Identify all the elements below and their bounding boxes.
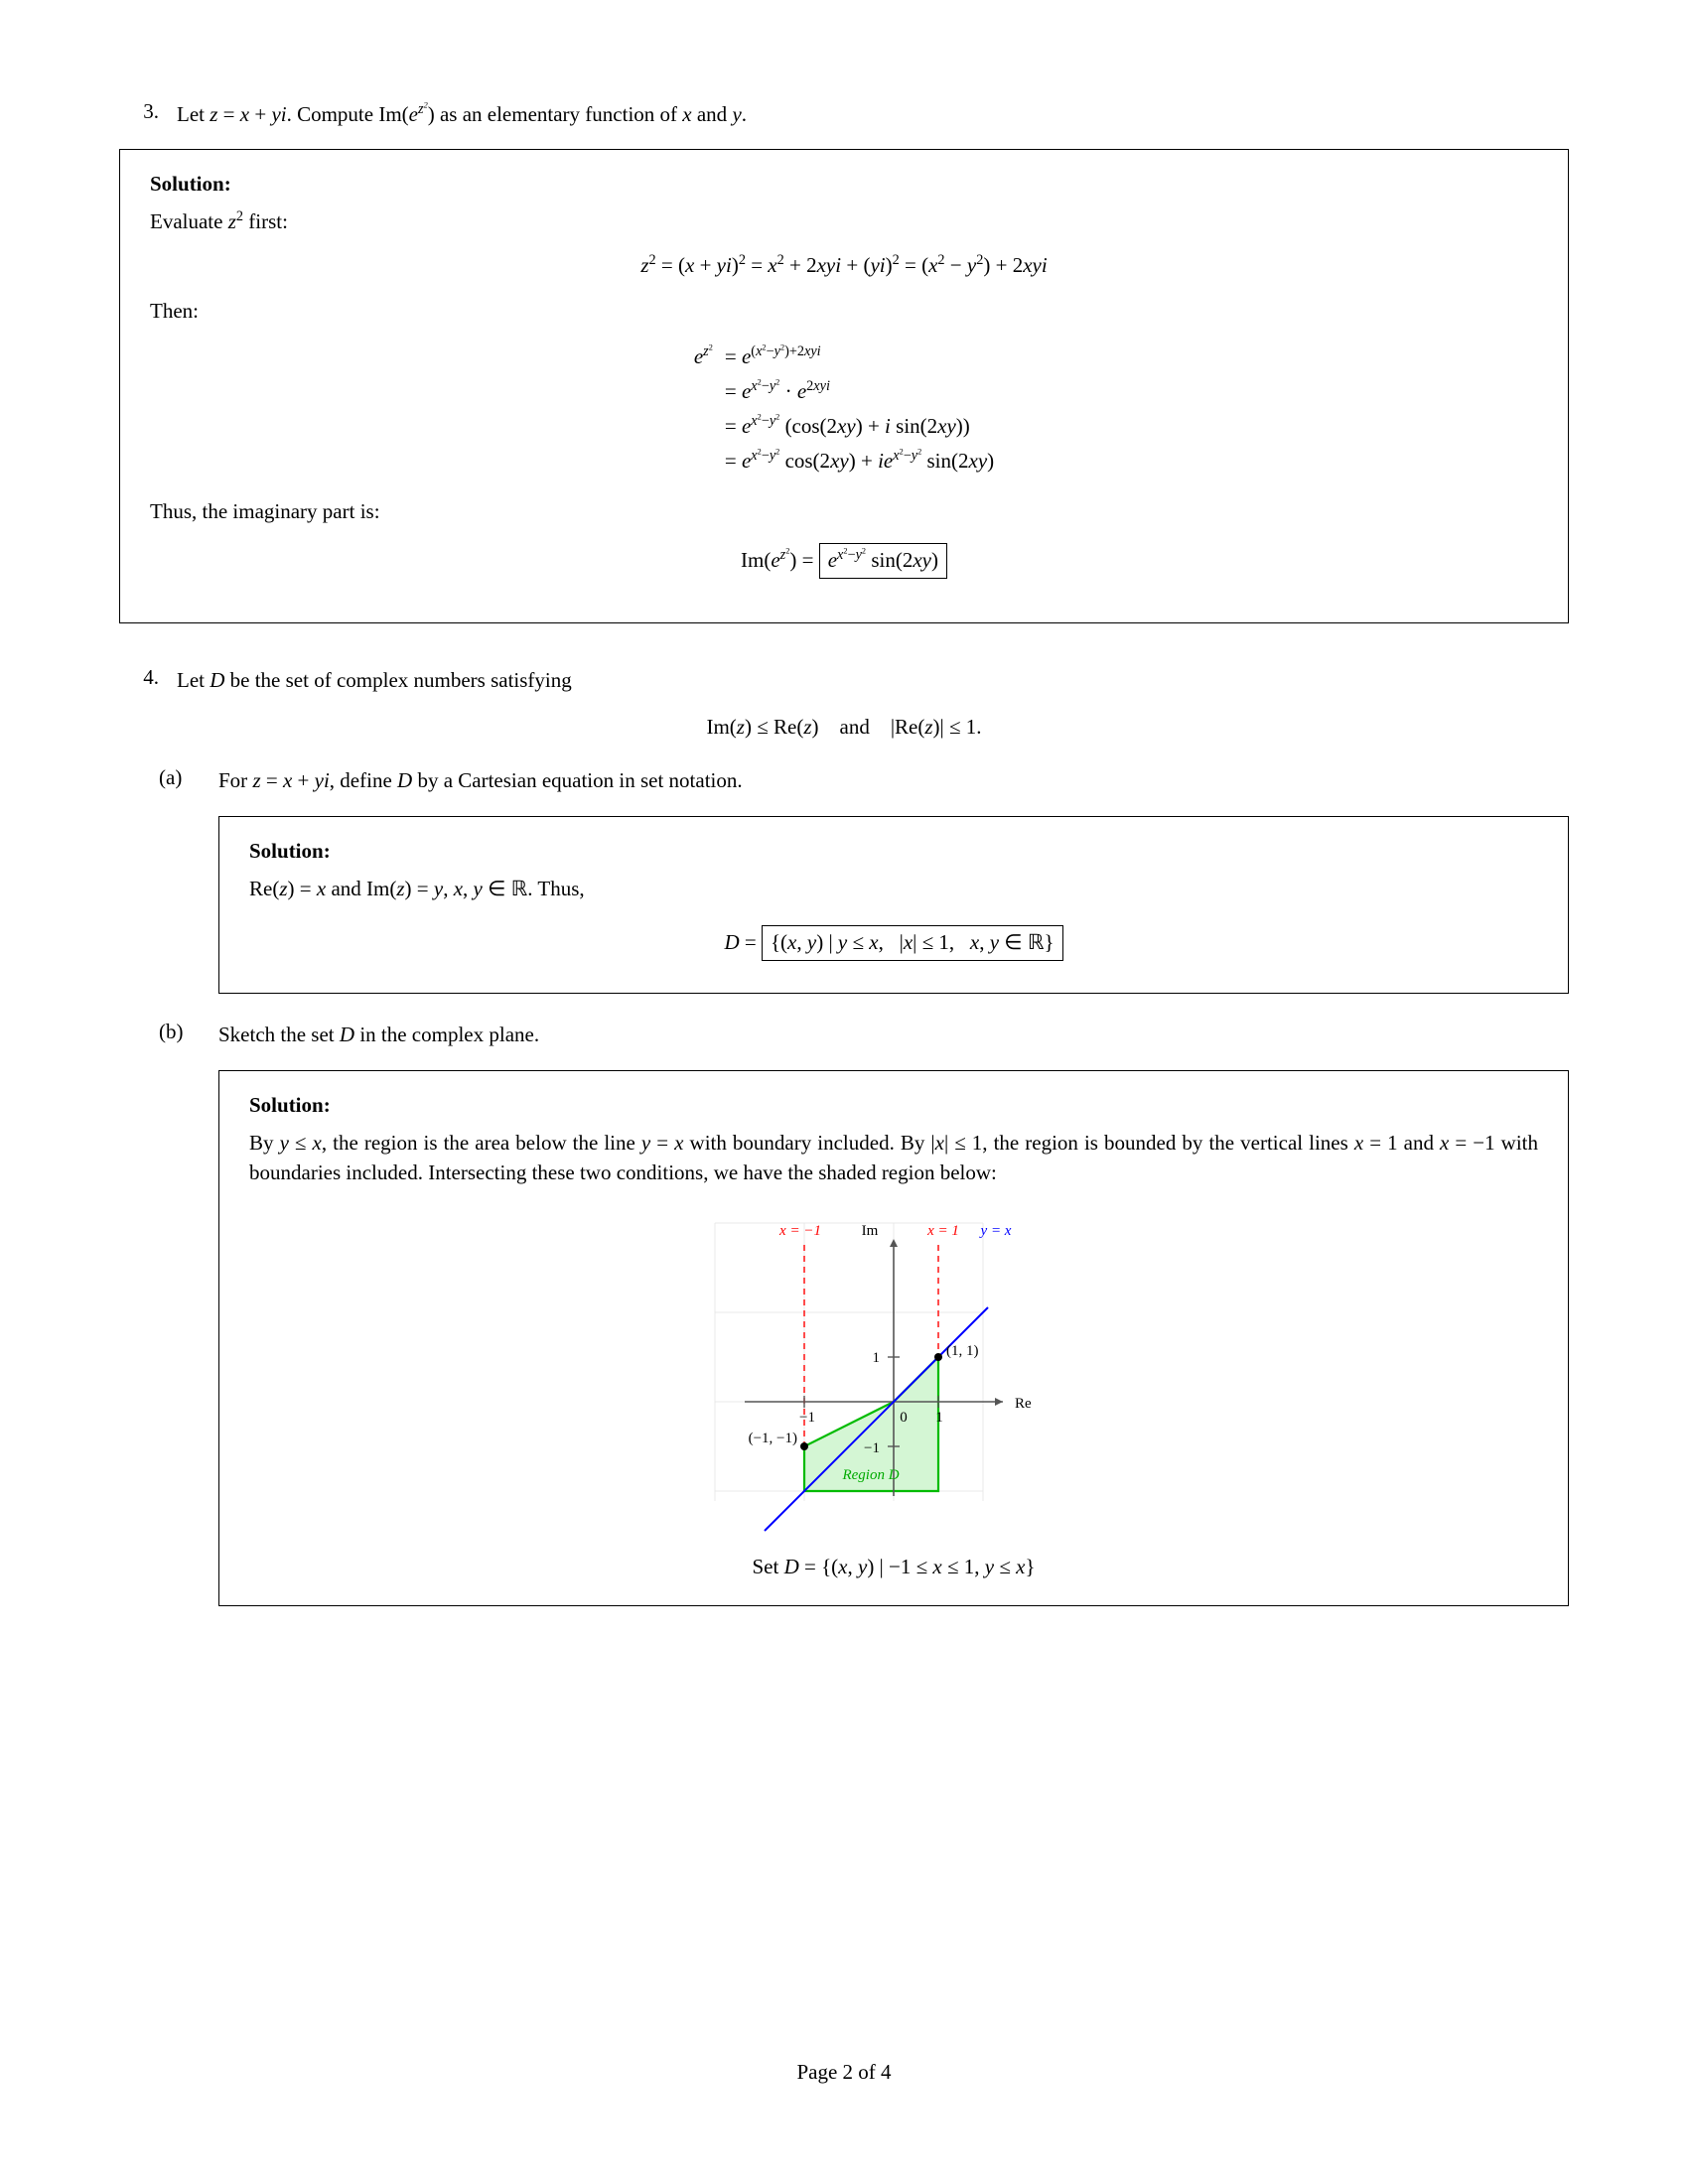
tick-label-x-neg1: −1 <box>799 1410 815 1427</box>
solution-3-display-1: $z^2 = (x + yi)^2 = x^2 + 2xyi + (yi)^2 = (x^2 - y^2) + 2xyi$ <box>640 251 1048 277</box>
point-label-neg1-neg1: (−1, −1) <box>748 1431 797 1447</box>
re-axis-arrow <box>995 1398 1003 1406</box>
align-row: = $e^{x^2-y^2}$ $\cos(2xy) + ie^{x^2-y^2}$ sin(2xy) <box>724 447 995 474</box>
point-neg1-neg1 <box>800 1442 808 1450</box>
tick-label-x-1: 1 <box>935 1410 943 1427</box>
problem-4a-solution-wrap <box>218 816 1569 994</box>
label-x-neg1: x = −1 <box>779 1223 821 1240</box>
tick-label-y-neg1: −1 <box>864 1440 880 1457</box>
solution-label-4a: Solution: <box>249 838 331 863</box>
solution-3-line-2: Then: <box>150 298 199 323</box>
solution-4a-final-display: D = {(x, y) | y ≤ x, |x| ≤ 1, x, y ∈ ℝ} <box>249 925 1538 961</box>
im-axis-arrow <box>890 1239 898 1247</box>
label-region-d: Region D <box>842 1467 900 1484</box>
solution-label-4b: Solution: <box>249 1092 331 1117</box>
problem-3-number: 3. <box>143 99 159 123</box>
solution-4b-paragraph: By y ≤ x, the region is the area below the line y = x with boundary included. By |x| ≤ 1, the region is bounded by the vertical lines x = 1 and x = −1 with boundaries included. Intersecting these two conditions, we have the shaded region below: <box>249 1130 1539 1184</box>
problem-4a-prompt: For z = x + yi, define D by a Cartesian equation in set notation. <box>218 768 743 793</box>
problem-3-statement: Let z = x + yi. Compute $Im(e^{z^2})$ as an elementary function of x and y. <box>177 100 748 126</box>
boxed-answer-3: $e^{x^2-y^2}$ sin(2xy) <box>819 543 947 579</box>
problem-3-solution-box <box>119 149 1569 622</box>
solution-3-align-block <box>150 340 1538 478</box>
problem-4b-solution-box <box>218 1070 1569 1607</box>
figure-caption: Set D = {(x, y) | −1 ≤ x ≤ 1, y ≤ x} <box>752 1555 1036 1579</box>
problem-4-number: 4. <box>143 664 159 689</box>
label-im-axis: Im <box>861 1223 879 1240</box>
complex-plane-plot <box>705 1213 1082 1541</box>
page-content <box>119 99 1569 1606</box>
solution-label-3: Solution: <box>150 172 231 197</box>
problem-4b-prompt: Sketch the set D in the complex plane. <box>218 1023 540 1047</box>
problem-4b <box>119 1020 1569 1049</box>
problem-3 <box>119 99 1569 129</box>
problem-4a <box>119 765 1569 795</box>
label-y-equals-x: y = x <box>980 1223 1012 1240</box>
problem-4-condition: Im(z) ≤ Re(z) and |Re(z)| ≤ 1. <box>706 715 982 740</box>
tick-label-y-1: 1 <box>872 1350 880 1367</box>
region-figure <box>249 1213 1538 1579</box>
solution-4a-line-1: Re(z) = x and Im(z) = y, x, y ∈ ℝ. Thus, <box>249 876 585 900</box>
point-label-1-1: (1, 1) <box>946 1343 979 1360</box>
solution-3-final-display: $Im(e^{z^2}) = e^{x^2-y^2}$ sin(2xy) <box>150 543 1538 579</box>
tick-label-origin: 0 <box>900 1410 908 1427</box>
align-row: = $e^{x^2-y^2} \cdot e^{2xyi}$ <box>724 377 830 404</box>
line-y-equals-x <box>765 1307 988 1531</box>
problem-4b-solution-wrap <box>218 1070 1569 1607</box>
label-x-pos1: x = 1 <box>927 1223 959 1240</box>
solution-3-line-3: Thus, the imaginary part is: <box>150 499 380 524</box>
problem-4-statement: Let D be the set of complex numbers satisfying <box>177 667 572 692</box>
problem-4b-label: (b) <box>159 1020 184 1044</box>
align-row: = $e^{x^2-y^2}$ (cos(2xy) + i sin(2xy)) <box>724 412 970 439</box>
label-re-axis: Re <box>1015 1396 1032 1413</box>
point-1-1 <box>934 1353 942 1361</box>
boxed-answer-4a: {(x, y) | y ≤ x, |x| ≤ 1, x, y ∈ ℝ} <box>762 925 1063 961</box>
problem-4 <box>119 665 1569 695</box>
problem-4a-label: (a) <box>159 765 183 790</box>
problem-4a-solution-box <box>218 816 1569 994</box>
solution-3-line-1: Evaluate $z^2$ first: <box>150 208 288 234</box>
page-footer: Page 2 of 4 <box>796 2060 892 2084</box>
align-row: $e^{z^2}$ = $e^{(x^2-y^2)+2xyi}$ <box>693 342 821 369</box>
